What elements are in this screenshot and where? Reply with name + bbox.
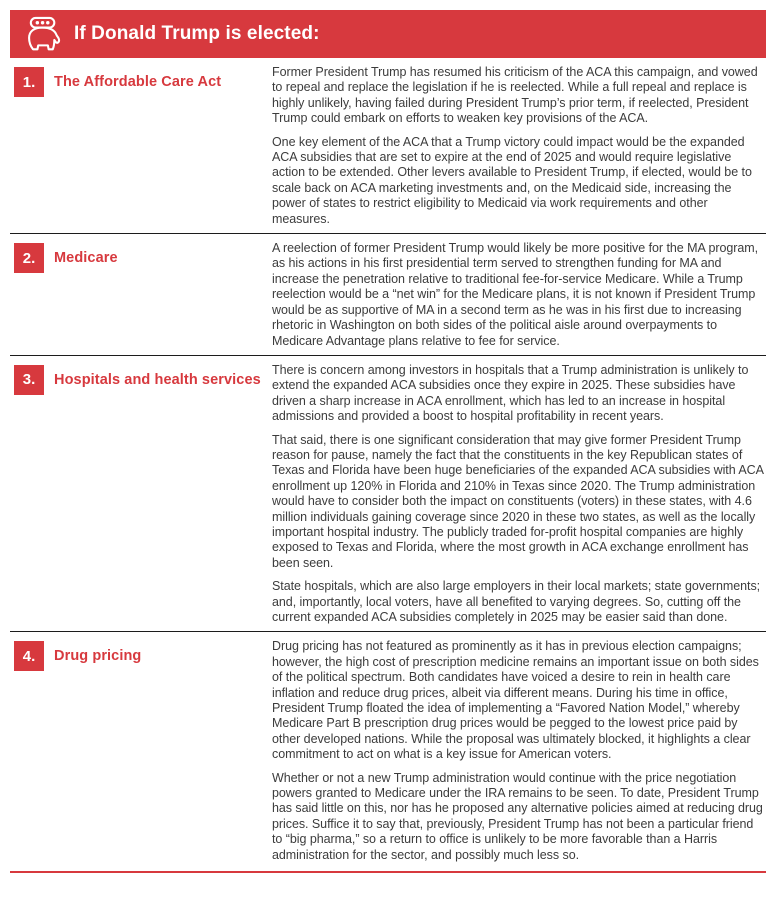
paragraph: One key element of the ACA that a Trump victory could impact would be the expanded ACA subsidies that are set to expire at the end of 2025 and would require legislative action to be extended. Other levers available to President Trump, if elected, would be to scale back on ACA marketing investments and, on the Medicaid side, increasing the power of states to restrict eligibility to Medicaid via work requirements and other measures. — [272, 134, 752, 226]
section-affordable-care-act — [10, 58, 766, 233]
section-medicare — [10, 233, 766, 355]
section-number-badge — [14, 67, 44, 97]
section-body — [272, 363, 766, 626]
section-body — [272, 639, 766, 863]
gop-elephant-icon — [23, 16, 63, 53]
section-number: 3. — [22, 371, 36, 389]
section-body — [272, 241, 766, 349]
section-number: 2. — [22, 249, 36, 267]
section-heading — [10, 243, 272, 273]
section-title: Medicare — [54, 250, 118, 267]
paragraph: Former President Trump has resumed his criticism of the ACA this campaign, and vowed to repeal and replace the legislation if he is reelected. While a full repeal and replace is highly unlikely, having failed during President Trump’s prior term, if reelected, President Trump could embark on efforts to weaken key provisions of the ACA. — [272, 65, 758, 126]
section-title: The Affordable Care Act — [54, 74, 222, 90]
paragraph: Whether or not a new Trump administration would continue with the price negotiation powers granted to Medicare under the IRA remains to be seen. To date, President Trump has said little on this, nor has he proposed any alternative policies aimed at reducing drug prices. Suffice it to say that, previously, President Trump has not been a particular friend to “big pharma,” so a return to office is unlikely to be more favorable than a Harris administration for the sector, and possibly much less so. — [272, 770, 763, 862]
section-number: 1. — [22, 73, 36, 91]
paragraph: That said, there is one significant consideration that may give former President Trump reason for pause, namely the fact that the constituents in the key Republican states of Texas and Florida have been huge beneficiaries of the expanded ACA subsidies with ACA enrollment up 120% in Florida and 210% in Texas since 2020. The Trump administration would have to consider both the impact on constituents (voters) in these states, with 4.6 million individuals gaining coverage since 2020 in these two states, as well as the locally important hospital industry. The publicly traded for-profit hospital companies are highly exposed to Texas and Florida, where the most growth in ACA exchange enrollment has been seen. — [272, 432, 764, 570]
section-heading — [10, 365, 272, 395]
section-number-badge — [14, 243, 44, 273]
section-number: 4. — [22, 647, 36, 665]
page-title: If Donald Trump is elected: — [74, 23, 320, 44]
paragraph: A reelection of former President Trump would likely be more positive for the MA program, as his actions in his first presidential term served to strengthen funding for MA and increase the penetration relative to traditional fee-for-service Medicare. While a Trump reelection would be a “net win” for the Medicare plans, it is not known if President Trump would be as supportive of MA in a second term as he was in his first due to increasing rhetoric in Washington on both sides of the political aisle around overpayments to Medicare Advantage plans relative to fee for service. — [272, 241, 759, 348]
paragraph: Drug pricing has not featured as prominently as it has in previous election campaigns; however, the high cost of prescription medicine remains an important issue on both sides of the political spectrum. Both candidates have voiced a desire to rein in health care inflation and reduce drug prices, albeit via different means. During his time in office, President Trump floated the idea of implementing a “Favored Nation Model,” whereby Medicare Part B prescription drug prices would be pegged to the lowest price paid by other developed nations. While the proposal was ultimately blocked, it highlights a clear commitment to act on what is a key issue for American voters. — [272, 639, 759, 762]
section-number-badge — [14, 365, 44, 395]
paragraph: State hospitals, which are also large employers in their local markets; state governments; and, importantly, local voters, have all benefited to varying degrees. So, cutting off the current expanded ACA subsidies completely in 2025 may be easier said than done. — [272, 579, 761, 624]
header-banner — [10, 10, 766, 58]
bottom-divider — [10, 871, 766, 873]
section-heading — [10, 641, 272, 671]
section-title: Drug pricing — [54, 648, 142, 665]
section-body — [272, 65, 766, 227]
section-hospitals-health-services — [10, 355, 766, 632]
section-heading — [10, 67, 272, 97]
paragraph: There is concern among investors in hospitals that a Trump administration is unlikely to extend the expanded ACA subsidies once they expire in 2025. These subsidies have driven a sharp increase in ACA enrollment, which has led to an increase in hospital admissions and provided a boost to hospital profitability in recent years. — [272, 362, 749, 424]
section-number-badge — [14, 641, 44, 671]
section-drug-pricing — [10, 631, 766, 869]
section-title: Hospitals and health services — [54, 371, 261, 388]
